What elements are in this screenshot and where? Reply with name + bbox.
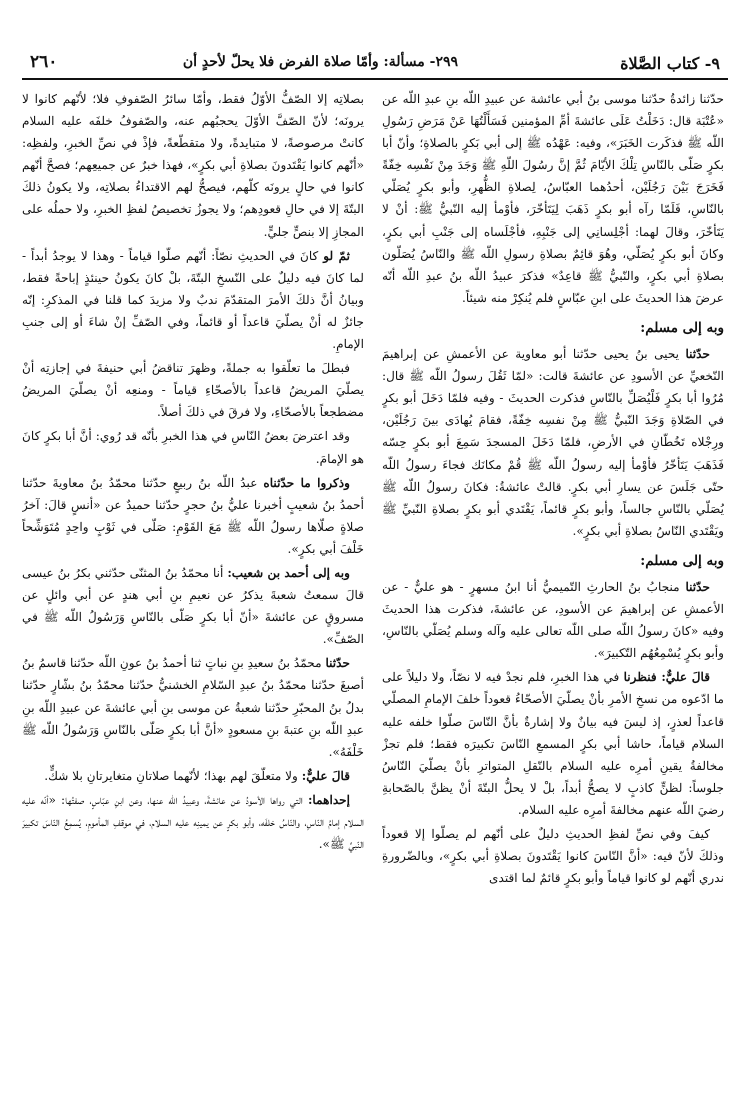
section-title: ٢٩٩- مسألة: وأمّا صلاة الفرض فلا يحلّ لأحدٍ أن	[182, 54, 458, 70]
paragraph	[382, 343, 724, 542]
paragraph	[22, 245, 364, 355]
paragraph-text: محمّدُ بنُ سعيدِ بنِ نباتٍ ثنا أحمدُ بنُ عونِ اللّه حدّثنا قاسمُ بنُ أصبغَ حدّثنا محمّدُ بنُ عبدِ السّلامِ الخشنيُّ حدّثنا محمّدُ بنُ بشّارٍ حدّثنا بدلُ بنُ المحبّرِ حدّثنا شعبةُ عن موسى بنِ أبي عائشةَ عن عبيدِ اللّه بنِ عبدِ اللّه بنِ عتبةَ بنِ مسعودٍ «أنَّ أبا بكرٍ صَلّى بالنّاسِ وَرَسُولُ اللّه ﷺ خَلْفَهُ».	[22, 656, 364, 759]
paragraph-lead: حدّثنا	[325, 656, 350, 671]
page-header	[22, 50, 728, 80]
paragraph: بصلاتِه إلا الصّفُّ الأوّلُ فقط، وأمّا سائرُ الصّفوفِ فلا؛ لأنّهم كانوا لا يرونَه؛ لأنّ الصّفَّ الأوّلَ يحجبُهم عنه، والصّفوفُ خلفَه عليه السلام كانتْ مرصوصةً، لا متبايدةً، ولا متقطّعةً، فإذْ في نصِّ الخبرِ، ولفظِه: «أنّهم كانوا يَقْتَدونَ بصلاةِ أبي بكرٍ»، فهذا خبرٌ عن جميعِهم؛ فصحَّ أنّهم كانوا في حالٍ يرونَه كلّهم، فيصحُّ لهم الاقتداءُ بصلاتِه، ولا يكونُ ذلكَ البتّةَ إلا في حالِ قعودِهم؛ ولا يجوزُ تخصيصُ لفظِ الخبرِ، ولا حملُه على المجازِ إلا بنصٍّ جليٍّ.	[22, 92, 364, 239]
paragraph-text: منجابُ بنُ الحارثِ التّميميُّ أنا ابنُ مسهرٍ - هو عليٌّ - عن الأعمشِ عن إبراهيمَ عن الأسودِ، عن عائشةَ، فذكرت هذا الحديثَ وفيه «كانَ رسولُ اللّه صلى اللّه تعالى عليه وآله وسلم يُصَلّي بالنّاسِ، وأبو بكرٍ يُسْمِعُهُم التّكبيرَ».	[382, 579, 724, 661]
paragraph-lead: قالَ عليٌّ: فنظرنا	[623, 670, 710, 685]
paragraph-lead: حدّثنا	[685, 579, 710, 594]
paragraph-lead: ثمّ لو	[323, 248, 350, 263]
paragraph-text: ولا متعلّقَ لهم بهذا؛ لأنّهما صلاتانِ متغايرتانِ بلا شكٍّ.	[44, 768, 298, 783]
paragraph	[22, 789, 364, 855]
paragraph-lead: وبه إلى أحمد بن شعيب:	[227, 565, 350, 580]
paragraph-text: عبدُ اللّه بنُ ربيعٍ حدّثنا محمّدُ بنُ معاويةَ حدّثنا أحمدُ بنُ شعيبٍ أخبرنا عليُّ بنُ حجرٍ حدّثنا حميدٌ عن «أنسٍ قالَ: آخرُ صلاةٍ صلّاها رسولُ اللّه ﷺ مَعَ القَوْمِ: صَلّى في ثَوْبٍ واحِدٍ مُتَوَشِّحاً خَلْفَ أبي بكرٍ».	[22, 475, 364, 556]
paragraph	[22, 472, 364, 560]
left-column	[22, 88, 364, 1098]
paragraph-lead: وذكروا ما حدّثناه	[263, 475, 350, 490]
section-heading: وبه إلى مسلم:	[640, 552, 724, 569]
paragraph-text: يحيى بنُ يحيى حدّثنا أبو معاوية عن الأعمشِ عن إبراهيمَ النّخعيِّ عن الأسودِ عن عائشةَ قالت: «لمّا ثَقُلَ رسولُ اللّه ﷺ قال: مُرُوا أبا بكرٍ فَلْيُصَلِّ بالنّاسِ فذكرت الحديثَ - وفيه فلمّا دَخَلَ أبو بكرٍ في الصّلاةِ وَجَدَ النّبيُّ ﷺ مِنْ نفسِه خِفّةً، فقامَ يُهادَى بينَ رَجُلَيْن، ورِجْلاه تَخُطّانِ في الأرضِ، فلمّا دَخَلَ المسجدَ سَمِعَ أبو بكرٍ حِسّه فَذَهَبَ يَتَأخّرُ فأوْمأ إليه رسولُ اللّه ﷺ قُمْ مكانَك فجاءَ رسولُ اللّه حتّى جَلَسَ عن يسارِ أبي بكرٍ. قالتْ عائشةُ: فكانَ رسولُ اللّه ﷺ يُصَلّي بالنّاسِ جالساً، وأبو بكرٍ قائماً، يَقْتَدي أبو بكرٍ بصلاةِ النّبيِّ ﷺ ويَقْتَدي النّاسُ بصلاةِ أبي بكرٍ».	[382, 347, 724, 538]
paragraph-lead: حدّثنا	[685, 347, 710, 362]
paragraph-text: التي رواها الأسودُ عن عائشةَ، وعبيدُ اللّه عنها، وعن ابنِ عبّاسٍ، صفتُها: «أنّه عليه السلام إمامُ النّاسِ، والنّاسُ خلفَه، وأبو بكرٍ عن يمينِه عليه السلام، في موقفِ المأمومِ، يُسمِعُ النّاسَ تكبيرَ النّبيِّ ﷺ».	[22, 792, 364, 852]
paragraph-text: في هذا الخبرِ، فلم نجدْ فيه لا نصّاً، ولا دليلاً على ما ادّعوه من نسخِ الأمرِ بأنْ يصلّيَ الأصحّاءُ قعوداً خلفَ الإمامِ المصلّي قاعداً لعذرٍ، إذ ليسَ فيه بيانٌ ولا إشارةٌ بأنَّ النّاسَ صلّوا خلفه عليه السلام قياماً، حاشا أبي بكرٍ المسمعِ النّاسَ تكبيرَه فقط؛ فلم تجزْ مخالفةُ يقينِ أمرِه عليه السلام بالنّقلِ المتواترِ بأنْ يصلّيَ النّاسُ جلوساً: لظنٍّ كاذبٍ لا يصحُّ أبداً، بلْ لا يحلُّ البتّةَ أنْ يظنَّ بالصّحابةِ رضيَ اللّه عنهم مخالفةَ أمرِه عليه السلام.	[382, 670, 724, 817]
paragraph	[382, 666, 724, 821]
paragraph: فبطلَ ما تعلّقوا به جملةً، وظهرَ تناقضُ أبي حنيفةَ في إجازتِه أنْ يصلّيَ المريضُ قاعداً بالأصحّاءِ قياماً - ومنعِه أنْ يصلّيَ المريضُ مضطجعاً بالأصحّاءِ، ولا فرقَ في ذلكَ أصلاً.	[22, 361, 364, 420]
section-heading: وبه إلى مسلم:	[640, 319, 724, 336]
header-rule	[22, 78, 728, 80]
right-column	[382, 88, 724, 1098]
page-number: ٢٦٠	[30, 52, 58, 72]
paragraph-text: كانَ في الحديثِ نصّاً: أنّهم صلّوا قياماً - وهذا لا يوجدُ أبداً - لما كانَ فيه دليلٌ على النّسخِ البتّةَ، بلْ كانَ يكونُ حينئذٍ إباحةً فقط، وبيانُ أنَّ ذلكَ الأمرَ المتقدّمَ ندبٌ ولا مزيدَ كما قلنا في المذكرِ: إنّه جائزٌ له أنْ يصلّيَ قاعداً أو قائماً، وفي الصّفِّ إنْ شاءَ أو إلى جنبِ الإمامِ.	[22, 248, 364, 352]
chapter-title: ٩- كتاب الصَّلاة	[620, 54, 720, 73]
paragraph: كيفَ وفي نصِّ لفظِ الحديثِ دليلٌ على أنّهم لم يصلّوا إلا قعوداً وذلكَ لأنّ فيه: «أنَّ النّاسَ كانوا يَقْتَدونَ بصلاةِ أبي بكرٍ»، وبالضّرورةِ ندري أنّهم لو كانوا قياماً وأبو بكرٍ قائمٌ لما اقتدى	[382, 827, 724, 886]
paragraph-lead: قالَ عليٌّ:	[301, 768, 350, 783]
paragraph-text: أنا محمّدُ بنُ المثنّى حدّثني بكرُ بنُ عيسى قالَ سمعتُ شعبةَ يذكرُ عن نعيمِ بنِ أبي هندٍ عن أبي وائلٍ عن مسروقٍ عن عائشةَ «أنّ أبا بكرٍ صَلّى بالنّاسِ وَرَسُولُ اللّه ﷺ في الصّفِّ».	[22, 565, 364, 647]
paragraph	[382, 576, 724, 664]
paragraph-lead: إحداهما:	[307, 792, 350, 807]
paragraph	[22, 765, 364, 787]
paragraph	[22, 562, 364, 650]
paragraph: حدّثنا زائدةُ حدّثنا موسى بنُ أبي عائشة عن عبيدِ اللّه بنِ عبدِ اللّه عن «عُتْبَة قال: دَخَلْتُ عَلَى عائشةَ أمِّ المؤمنين فَسَأَلْتُهَا عَنْ مَرَضِ رَسُولِ اللّه ﷺ فذكَرت الخَبَرَ»، وفيه: عَهْدُه ﷺ إلى أبي بَكرٍ بالصلاةِ؛ وأنّ أبا بكرٍ صَلّى بالنّاسِ تِلْكَ الأيّامَ ثُمَّ إنَّ رسُولَ اللّهِ ﷺ وَجَدَ مِنْ نَفْسِه خِفّةً فَخَرَجَ بَيْنَ رَجُلَيْن، أحدُهما العبّاسُ، لِصلاةِ الظُّهرِ، وأبو بكرٍ يُصَلّي بالنّاسِ، فَلَمّا رآه أبو بكرٍ ذَهَبَ لِيَتَأخّرَ، فأوْمأ إليه النّبيُّ ﷺ: أنْ لا يَتَأخّرَ، وقالَ لهما: أجْلِسانِي إلى جَنْبِهِ، فأجْلَساه إلى جَنْبِ أبي بكرٍ، وكانَ أبو بكرٍ يُصَلّي، وهُوَ قائِمٌ بصلاةِ رسولِ اللّه ﷺ والنّاسُ يُصَلّون بصلاةِ أبي بكرٍ، والنّبيُّ ﷺ قاعِدٌ» فذكرَ عبيدُ اللّه بنُ عبدِ اللّه أنّه عرضَ هذا الحديثَ على ابنِ عبّاسٍ فلم يُنكِرْ منه شيئاً.	[382, 92, 724, 305]
paragraph: وقد اعترضَ بعضُ النّاسِ في هذا الخبرِ بأنّه قد رُوي: أنَّ أبا بكرٍ كانَ هو الإمامَ.	[22, 429, 364, 466]
paragraph	[22, 652, 364, 762]
